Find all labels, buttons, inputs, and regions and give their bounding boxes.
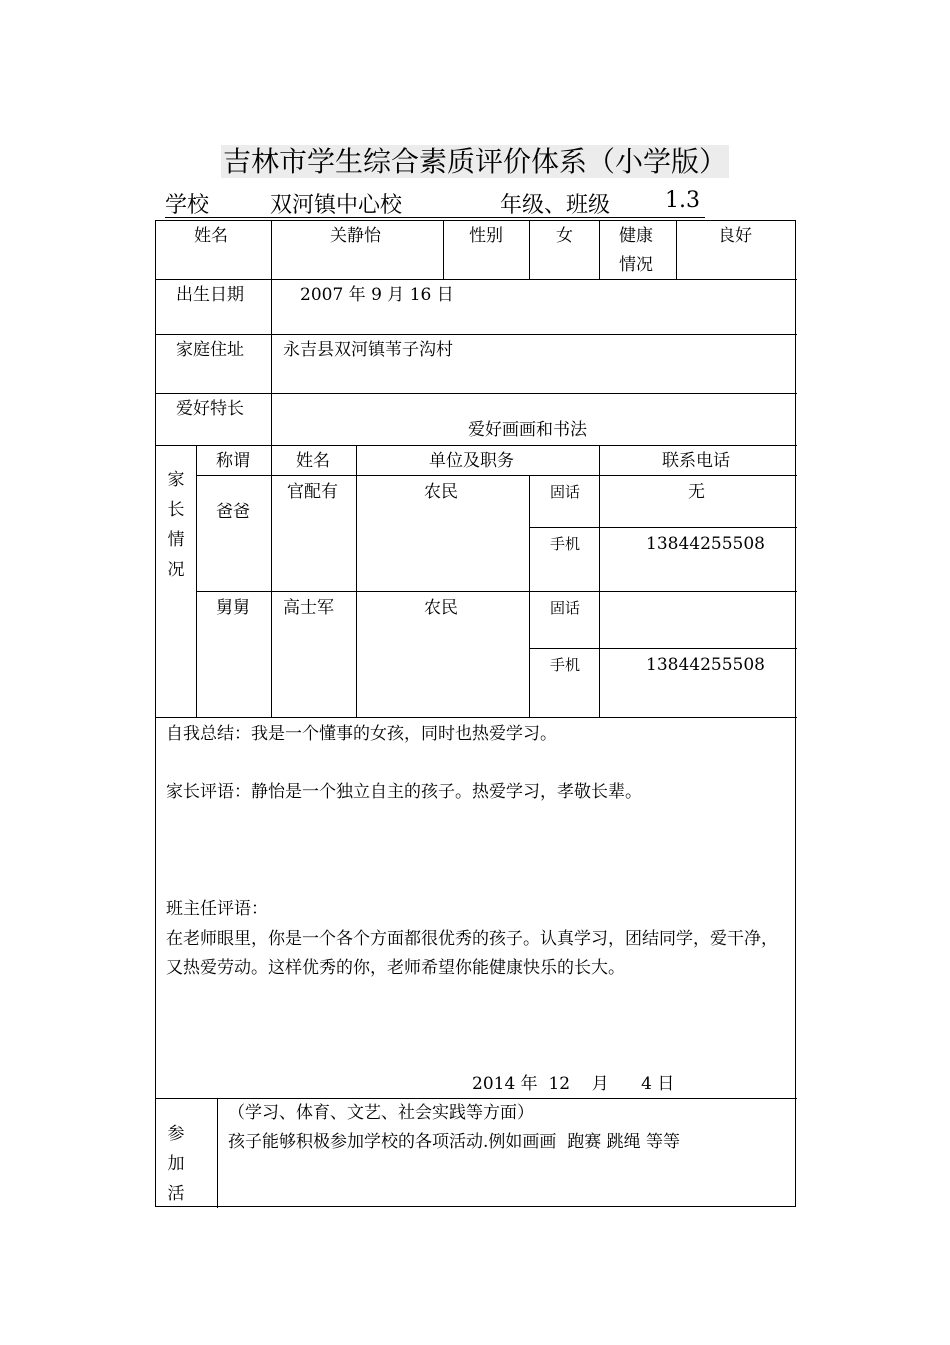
row-divider [156,279,797,280]
landline-label: 固话 [550,599,581,617]
hobby-value: 爱好画画和书法 [468,420,587,440]
parents-section-char: 长 [167,500,185,520]
teacher-comment-label: 班主任评语： [166,899,268,919]
teacher-comment: 在老师眼里，你是一个各个方面都很优秀的孩子。认真学习，团结同学，爱干净，又热爱劳动。这样优秀的你，老师希望你能健康快乐的长大。 [166,929,778,978]
row-divider [156,334,797,335]
school-label: 学校 [165,193,210,218]
col-divider [599,221,600,279]
activities-section-char: 参 [167,1124,185,1144]
gender-value: 女 [556,226,573,246]
mobile-label: 手机 [550,656,581,674]
col-divider [217,1098,218,1208]
row-divider [529,527,797,528]
name-label: 姓名 [194,226,228,246]
activities-section-char: 加 [167,1154,185,1174]
parent-landline: 无 [688,482,705,502]
parent-title: 舅舅 [216,598,250,618]
comment-date: 2014 年 12 月 4 日 [472,1074,675,1094]
evaluation-form [155,220,796,1207]
school-class-line [165,188,705,218]
col-header-phone: 联系电话 [662,451,730,471]
col-header-title: 称谓 [216,451,250,471]
parents-section-char: 家 [167,470,185,490]
grade-value: 1.3 [665,188,700,213]
hobby-label: 爱好特长 [176,399,244,419]
col-header-work: 单位及职务 [429,451,514,471]
row-divider [156,717,797,718]
col-divider [271,279,272,445]
page-title: 吉林市学生综合素质评价体系（小学版） [222,145,727,178]
col-divider [529,221,530,279]
activities-section-char: 活 [167,1184,185,1204]
col-header-name: 姓名 [296,451,330,471]
landline-label: 固话 [550,483,581,501]
activities-content: 孩子能够积极参加学校的各项活动.例如画画 跑赛 跳绳 等等 [228,1132,681,1152]
col-divider [676,221,677,279]
parent-work: 农民 [424,482,458,502]
grade-label: 年级、班级 [500,193,611,218]
parent-comment: 家长评语：静怡是一个独立自主的孩子。热爱学习，孝敬长辈。 [166,782,642,802]
col-divider [443,221,444,279]
row-divider [156,1098,797,1099]
school-value: 双河镇中心校 [270,193,403,218]
health-value: 良好 [718,226,752,246]
col-divider [599,445,600,475]
parent-title: 爸爸 [216,502,250,522]
activities-hint: （学习、体育、文艺、社会实践等方面） [228,1103,534,1123]
parent-work: 农民 [424,598,458,618]
row-divider [529,648,797,649]
col-divider [271,221,272,279]
parent-name: 官配有 [287,482,338,502]
underline [165,217,705,218]
parents-section-char: 况 [167,560,185,580]
gender-label: 性别 [469,226,503,246]
col-divider [356,445,357,717]
parent-name: 高士军 [283,598,334,618]
health-label-line2: 情况 [619,255,653,275]
self-summary: 自我总结：我是一个懂事的女孩，同时也热爱学习。 [166,724,557,744]
parent-mobile: 13844255508 [646,534,765,554]
birth-value: 2007 年 9 月 16 日 [300,285,454,305]
col-divider [271,445,272,717]
col-divider [196,445,197,717]
address-label: 家庭住址 [176,340,244,360]
row-divider [156,393,797,394]
col-divider [529,475,530,717]
name-value: 关静怡 [330,226,381,246]
birth-label: 出生日期 [176,285,244,305]
health-label-line1: 健康 [619,226,653,246]
address-value: 永吉县双河镇苇子沟村 [283,340,453,360]
parents-section-char: 情 [167,530,185,550]
row-divider [156,445,797,446]
row-divider [196,591,797,592]
col-divider [599,475,600,717]
mobile-label: 手机 [550,535,581,553]
row-divider [196,475,797,476]
parent-mobile: 13844255508 [646,655,765,675]
